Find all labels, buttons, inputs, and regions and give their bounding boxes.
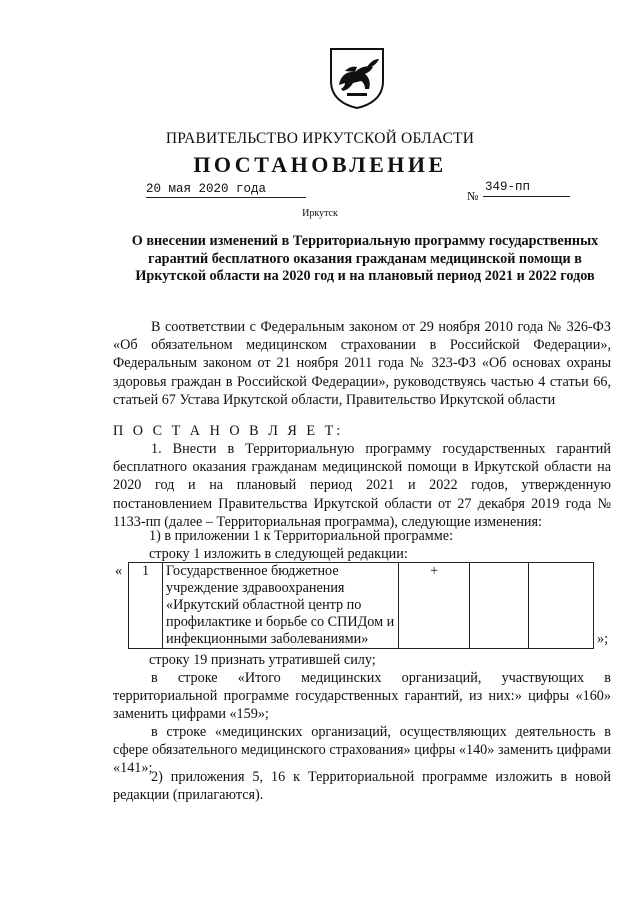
item1-paragraph <box>113 440 611 531</box>
table-cell-name: Государственное бюджетное учреждение здравоохранения «Иркутский областной центр по профилактике и борьбе со СПИДом и инфекционными заболеваниями» <box>163 563 399 649</box>
government-name: ПРАВИТЕЛЬСТВО ИРКУТСКОЙ ОБЛАСТИ <box>165 130 475 147</box>
document-type: ПОСТАНОВЛЕНИЕ <box>193 152 447 177</box>
irkutsk-emblem-icon <box>327 45 387 109</box>
preamble-text: В соответствии с Федеральным законом от 29 ноября 2010 года № 326-ФЗ «Об обязательном медицинском страховании в Российской Федерации», Федеральным законом от 21 ноября 2011 года № 323-ФЗ «Об основах охраны здоровья граждан в Российской Федерации», руководствуясь частью 4 статьи 66, статьей 67 Устава Иркутской области, Правительство Иркутской области <box>113 319 611 408</box>
change-total-text: в строке «Итого медицинских организаций, участвующих в территориальной программе государственных гарантий, из них:» цифры «160» заменить цифрами «159»; <box>113 670 611 723</box>
resolves-heading: П О С Т А Н О В Л Я Е Т: <box>113 423 344 439</box>
quote-close: »; <box>597 631 609 647</box>
program-table-row <box>128 562 594 649</box>
document-date: 20 мая 2020 года <box>146 182 306 198</box>
number-sign: № <box>467 189 479 203</box>
quote-open: « <box>115 563 123 579</box>
row19-text: строку 19 признать утратившей силу; <box>149 652 376 668</box>
change-total-paragraph <box>113 669 611 724</box>
preamble-paragraph <box>113 318 611 409</box>
sub2-paragraph <box>113 768 611 804</box>
item1-text: 1. Внести в Территориальную программу государственных гарантий бесплатного оказания гражданам медицинской помощи в Иркутской области на 2020 год и на плановый период 2021 и 2022 годов, утвержденную постановлением Правительства Иркутской области от 27 декабря 2019 года № 1133-пп (далее – Территориальная программа), следующие изменения: <box>113 441 611 530</box>
change-oms-text: в строке «медицинских организаций, осуществляющих деятельность в сфере обязательного медицинского страхования» цифры «140» заменить цифрами «141»; <box>113 724 611 777</box>
table-cell-empty-1 <box>470 563 529 649</box>
row1-intro: строку 1 изложить в следующей редакции: <box>149 546 408 562</box>
document-city: Иркутск <box>302 208 338 219</box>
document-title: О внесении изменений в Территориальную программу государственных гарантий бесплатного оказания гражданам медицинской помощи в Иркутской области на 2020 год и на плановый период 2021 и 2022 годов <box>131 233 599 284</box>
sub2-text: 2) приложения 5, 16 к Территориальной программе изложить в новой редакции (прилагаются). <box>113 769 611 804</box>
table-cell-num: 1 <box>129 563 163 649</box>
document-number: 349-пп <box>483 180 570 197</box>
table-cell-mark: + <box>399 563 470 649</box>
table-cell-empty-2 <box>529 563 594 649</box>
sub1-text: 1) в приложении 1 к Территориальной программе: <box>149 528 454 544</box>
